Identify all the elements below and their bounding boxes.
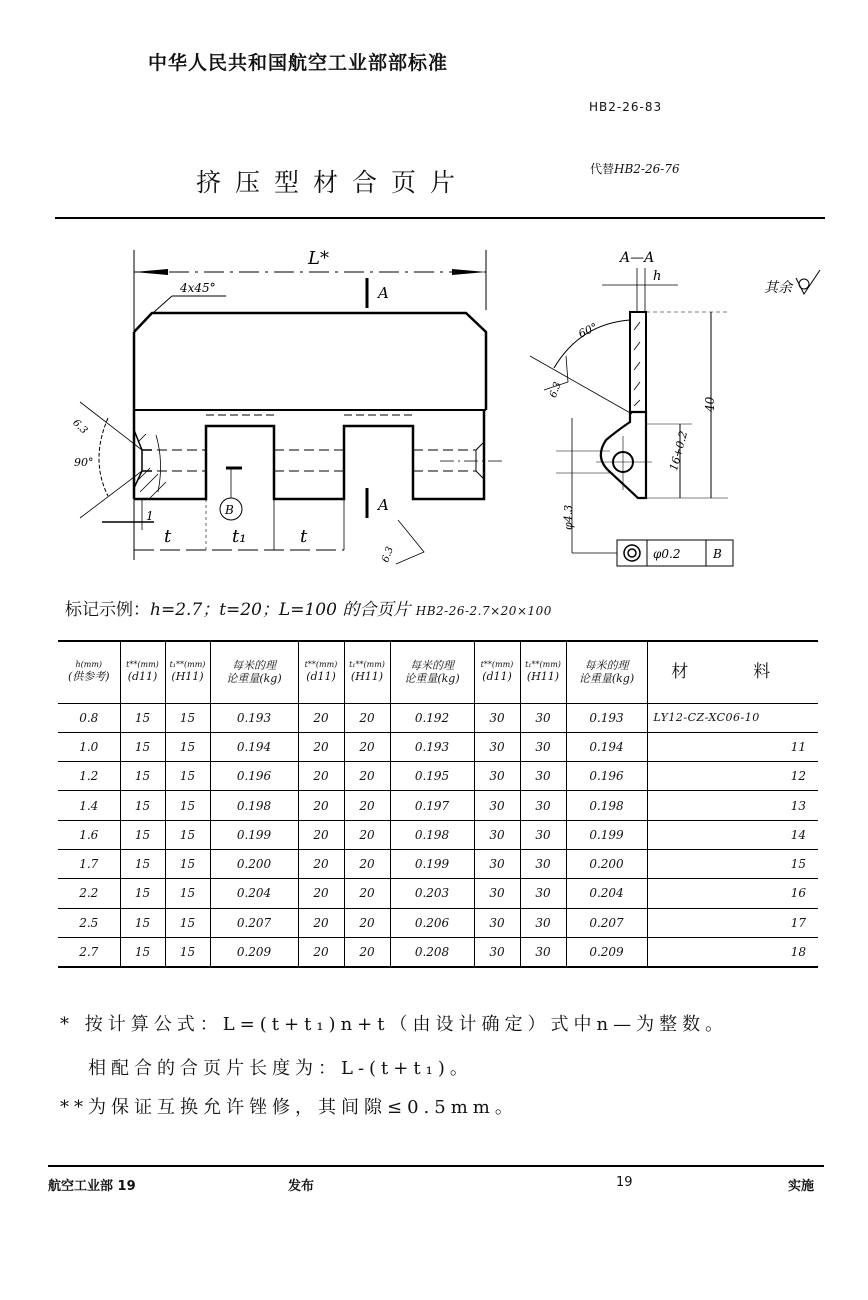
table-cell: 20 bbox=[344, 849, 390, 878]
table-cell: 15 bbox=[120, 879, 165, 908]
table-cell: 15 bbox=[120, 937, 165, 966]
tolerance-value: φ0.2 bbox=[653, 547, 681, 561]
table-cell: 30 bbox=[474, 908, 520, 937]
footer-publish-label: 发布 bbox=[288, 1179, 315, 1194]
table-cell: 0.8 bbox=[79, 710, 99, 725]
replaces-note bbox=[590, 160, 680, 177]
edge-dim-label: 1 bbox=[146, 509, 154, 523]
table-cell: 20 bbox=[344, 791, 390, 820]
table-cell: 2.7 bbox=[79, 944, 99, 959]
table-cell: 0.198 bbox=[210, 791, 298, 820]
table-row bbox=[58, 762, 818, 791]
table-cell: 15 bbox=[165, 762, 210, 791]
table-cell: 30 bbox=[474, 703, 520, 732]
table-row bbox=[58, 791, 818, 820]
table-cell: 30 bbox=[474, 732, 520, 761]
footer-divider bbox=[48, 1165, 824, 1167]
cell-material: 15 bbox=[647, 849, 818, 878]
header-t-15: t**(mm) (d11) bbox=[120, 641, 165, 703]
table-cell: 0.199 bbox=[210, 820, 298, 849]
section-roughness-label: 6.3 bbox=[547, 380, 564, 400]
table-cell: 0.194 bbox=[210, 732, 298, 761]
table-cell: 30 bbox=[520, 937, 566, 966]
table-row bbox=[58, 908, 818, 937]
table-cell: 20 bbox=[298, 762, 344, 791]
header-divider bbox=[55, 217, 825, 219]
header-material: 材 料 bbox=[647, 641, 818, 703]
table-cell: 0.200 bbox=[566, 849, 647, 878]
table-cell: 2.5 bbox=[79, 915, 99, 930]
table-cell: 15 bbox=[120, 820, 165, 849]
document-title: 挤压型材合页片 bbox=[196, 168, 470, 197]
table-cell: 0.197 bbox=[390, 791, 474, 820]
table-cell: 20 bbox=[298, 732, 344, 761]
table-cell: 0.207 bbox=[566, 908, 647, 937]
table-cell: 1.4 bbox=[79, 798, 99, 813]
header-weight-15: 每米的理 论重量(kg) bbox=[210, 641, 298, 703]
table-cell: 20 bbox=[298, 849, 344, 878]
table-cell: 30 bbox=[520, 908, 566, 937]
table-cell: 30 bbox=[474, 762, 520, 791]
cell-material: 14 bbox=[647, 820, 818, 849]
table-cell: 0.200 bbox=[210, 849, 298, 878]
front-view-drawing bbox=[60, 230, 520, 580]
table-cell: 0.196 bbox=[566, 762, 647, 791]
table-cell: 0.209 bbox=[210, 937, 298, 966]
angle-60-label: 60° bbox=[576, 320, 600, 341]
header-h: h(mm) (供参考) bbox=[67, 660, 110, 684]
cell-material: 12 bbox=[647, 762, 818, 791]
table-cell: 20 bbox=[344, 937, 390, 966]
header-t-20: t**(mm) (d11) bbox=[298, 641, 344, 703]
header-t-30: t**(mm) (d11) bbox=[474, 641, 520, 703]
marking-example-text: h=2.7；t=20；L=100 的合页片 bbox=[150, 600, 411, 620]
spec-table bbox=[58, 640, 818, 968]
table-cell: 1.2 bbox=[79, 769, 99, 784]
angle-90-label: 90° bbox=[74, 456, 94, 469]
standard-code: HB2-26-83 bbox=[589, 100, 663, 114]
surface-finish-note: 其余 bbox=[764, 280, 792, 296]
table-cell: 0.199 bbox=[566, 820, 647, 849]
cell-material: 13 bbox=[647, 791, 818, 820]
table-cell: 30 bbox=[520, 849, 566, 878]
cell-material: 18 bbox=[647, 937, 818, 966]
table-cell: 20 bbox=[344, 820, 390, 849]
table-cell: 30 bbox=[520, 762, 566, 791]
table-cell: 0.194 bbox=[566, 732, 647, 761]
table-cell: 15 bbox=[120, 703, 165, 732]
header-t1-30: t₁**(mm) (H11) bbox=[520, 641, 566, 703]
note-mating-length: 相配合的合页片长度为：L-(t+t₁)。 bbox=[88, 1058, 473, 1079]
table-cell: 0.207 bbox=[210, 908, 298, 937]
table-cell: 30 bbox=[474, 820, 520, 849]
table-cell: 15 bbox=[120, 732, 165, 761]
table-cell: 20 bbox=[298, 703, 344, 732]
table-cell: 30 bbox=[474, 937, 520, 966]
table-cell: 20 bbox=[344, 732, 390, 761]
table-cell: 15 bbox=[165, 849, 210, 878]
table-cell: 1.6 bbox=[79, 827, 99, 842]
thickness-label: h bbox=[653, 269, 662, 284]
section-title: A—A bbox=[620, 250, 655, 266]
standard-organization: 中华人民共和国航空工业部部标准 bbox=[148, 52, 449, 74]
header-weight-30: 每米的理 论重量(kg) bbox=[566, 641, 647, 703]
footer-publisher: 航空工业部 19 bbox=[48, 1179, 136, 1194]
note-formula: * 按计算公式：L=(t+t₁)n+t（由设计确定）式中n—为整数。 bbox=[60, 1014, 729, 1035]
t1-dim-label: t₁ bbox=[232, 526, 247, 547]
table-cell: 20 bbox=[298, 937, 344, 966]
tolerance-datum: B bbox=[713, 547, 722, 561]
table-cell: 20 bbox=[344, 908, 390, 937]
footer-implement-date: 19 bbox=[616, 1175, 633, 1190]
table-cell: 0.209 bbox=[566, 937, 647, 966]
table-cell: 15 bbox=[120, 908, 165, 937]
table-cell: 0.206 bbox=[390, 908, 474, 937]
table-cell: 20 bbox=[298, 820, 344, 849]
table-cell: 0.204 bbox=[210, 879, 298, 908]
table-cell: 0.195 bbox=[390, 762, 474, 791]
surface-finish-icon bbox=[796, 270, 820, 294]
table-cell: 1.0 bbox=[79, 739, 99, 754]
table-cell: 15 bbox=[120, 849, 165, 878]
cell-material: 16 bbox=[647, 879, 818, 908]
table-cell: 20 bbox=[298, 908, 344, 937]
table-cell: 0.199 bbox=[390, 849, 474, 878]
table-cell: 30 bbox=[474, 791, 520, 820]
table-cell: 30 bbox=[474, 849, 520, 878]
hole-height-label: 16+0.2 bbox=[667, 429, 691, 473]
table-cell: 15 bbox=[165, 879, 210, 908]
header-t1-20: t₁**(mm) (H11) bbox=[344, 641, 390, 703]
roughness-bottom-label: 6.3 bbox=[380, 545, 396, 565]
table-cell: 20 bbox=[298, 791, 344, 820]
cell-material: 17 bbox=[647, 908, 818, 937]
section-view-drawing bbox=[510, 240, 830, 580]
replaces-code: HB2-26-76 bbox=[614, 162, 680, 176]
table-cell: 0.192 bbox=[390, 703, 474, 732]
table-cell: 30 bbox=[520, 879, 566, 908]
table-cell: 20 bbox=[344, 879, 390, 908]
marking-example bbox=[65, 595, 552, 620]
table-cell: 2.2 bbox=[79, 886, 99, 901]
cell-material: LY12-CZ-XC06-10 bbox=[647, 703, 818, 732]
hole-diameter-label: φ4.3 bbox=[562, 504, 575, 530]
table-row bbox=[58, 937, 818, 966]
table-cell: 15 bbox=[165, 937, 210, 966]
marking-example-label: 标记示例： bbox=[65, 600, 150, 620]
header-t1-15: t₁**(mm) (H11) bbox=[165, 641, 210, 703]
table-cell: 15 bbox=[165, 908, 210, 937]
table-cell: 0.196 bbox=[210, 762, 298, 791]
table-cell: 20 bbox=[344, 762, 390, 791]
table-cell: 15 bbox=[165, 732, 210, 761]
table-cell: 30 bbox=[474, 879, 520, 908]
cell-material: 11 bbox=[647, 732, 818, 761]
table-cell: 30 bbox=[520, 820, 566, 849]
t-dim-label: t bbox=[164, 526, 172, 547]
table-row bbox=[58, 703, 818, 732]
height-40-label: 40 bbox=[703, 396, 717, 412]
table-cell: 0.204 bbox=[566, 879, 647, 908]
table-row bbox=[58, 879, 818, 908]
marking-example-code: HB2-26-2.7×20×100 bbox=[415, 604, 552, 618]
table-cell: 15 bbox=[165, 791, 210, 820]
table-cell: 15 bbox=[165, 703, 210, 732]
chamfer-label: 4x45° bbox=[180, 281, 216, 295]
table-cell: 0.198 bbox=[390, 820, 474, 849]
table-cell: 0.208 bbox=[390, 937, 474, 966]
table-cell: 0.193 bbox=[210, 703, 298, 732]
table-cell: 15 bbox=[120, 762, 165, 791]
table-cell: 0.198 bbox=[566, 791, 647, 820]
table-row bbox=[58, 849, 818, 878]
table-header-row bbox=[58, 641, 818, 703]
note-clearance: **为保证互换允许锉修，其间隙≤0.5mm。 bbox=[60, 1097, 518, 1118]
table-row bbox=[58, 820, 818, 849]
table-cell: 20 bbox=[298, 879, 344, 908]
table-row bbox=[58, 732, 818, 761]
table-cell: 15 bbox=[165, 820, 210, 849]
table-cell: 15 bbox=[120, 791, 165, 820]
table-cell: 30 bbox=[520, 732, 566, 761]
t-dim-label-2: t bbox=[300, 526, 308, 547]
table-cell: 30 bbox=[520, 791, 566, 820]
roughness-left-label: 6.3 bbox=[70, 417, 90, 437]
table-cell: 0.193 bbox=[390, 732, 474, 761]
concentricity-icon bbox=[624, 545, 640, 561]
footer-implement-label: 实施 bbox=[788, 1179, 815, 1194]
table-cell: 30 bbox=[520, 703, 566, 732]
table-cell: 20 bbox=[344, 703, 390, 732]
datum-b-label: B bbox=[225, 503, 234, 517]
table-cell: 1.7 bbox=[79, 857, 99, 872]
section-marker-top: A bbox=[378, 284, 389, 302]
table-cell: 0.203 bbox=[390, 879, 474, 908]
table-cell: 0.193 bbox=[566, 703, 647, 732]
section-marker-bottom: A bbox=[378, 496, 389, 514]
length-label: L* bbox=[308, 248, 329, 269]
header-weight-20: 每米的理 论重量(kg) bbox=[390, 641, 474, 703]
replaces-label: 代替 bbox=[590, 162, 615, 176]
